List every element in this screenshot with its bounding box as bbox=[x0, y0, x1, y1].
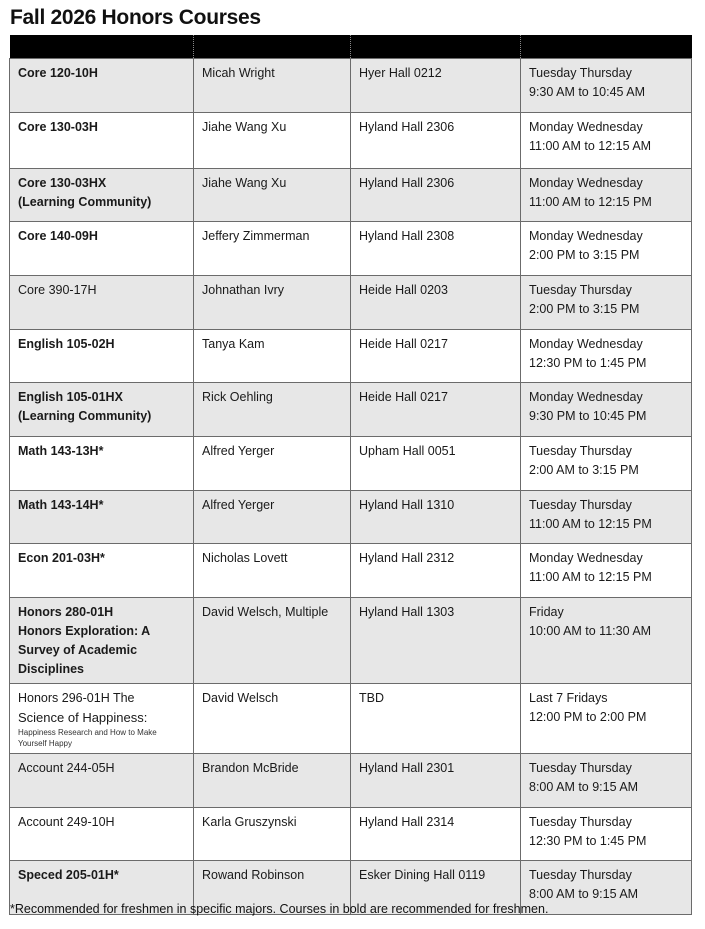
course-code: Core 140-09H bbox=[18, 229, 98, 243]
meeting-days: Monday Wednesday bbox=[529, 176, 643, 190]
meeting-days: Monday Wednesday bbox=[529, 551, 643, 565]
course-code: Math 143-13H* bbox=[18, 444, 104, 458]
location: Heide Hall 0217 bbox=[359, 337, 448, 351]
instructor-cell bbox=[194, 59, 351, 113]
location-cell bbox=[351, 598, 521, 684]
location: Upham Hall 0051 bbox=[359, 444, 456, 458]
schedule-cell bbox=[521, 169, 692, 222]
instructor: Brandon McBride bbox=[202, 761, 299, 775]
schedule-cell bbox=[521, 754, 692, 808]
instructor: Jeffery Zimmerman bbox=[202, 229, 310, 243]
table-header-row bbox=[10, 35, 692, 59]
course-code: Econ 201-03H* bbox=[18, 551, 105, 565]
meeting-time: 9:30 AM to 10:45 AM bbox=[529, 85, 646, 99]
table-row bbox=[10, 113, 692, 169]
table-row bbox=[10, 276, 692, 330]
meeting-time: 9:30 PM to 10:45 PM bbox=[529, 409, 647, 423]
instructor: Micah Wright bbox=[202, 66, 275, 80]
instructor: Nicholas Lovett bbox=[202, 551, 288, 565]
meeting-time: 8:00 AM to 9:15 AM bbox=[529, 780, 639, 794]
course-code: Core 390-17H bbox=[18, 283, 97, 297]
course-code: Core 120-10H bbox=[18, 66, 98, 80]
instructor: Jiahe Wang Xu bbox=[202, 176, 287, 190]
location-cell bbox=[351, 808, 521, 861]
course-title: (Learning Community) bbox=[18, 195, 152, 209]
schedule-cell bbox=[521, 437, 692, 491]
instructor-cell bbox=[194, 598, 351, 684]
course-cell bbox=[10, 113, 194, 169]
location: Esker Dining Hall 0119 bbox=[359, 868, 486, 882]
table-row bbox=[10, 383, 692, 437]
table-row bbox=[10, 544, 692, 598]
instructor-cell bbox=[194, 491, 351, 544]
instructor: Jiahe Wang Xu bbox=[202, 120, 287, 134]
course-code: Core 130-03HX bbox=[18, 176, 107, 190]
location-cell bbox=[351, 330, 521, 383]
meeting-time: 2:00 PM to 3:15 PM bbox=[529, 302, 640, 316]
schedule-cell bbox=[521, 544, 692, 598]
course-cell bbox=[10, 808, 194, 861]
table-row bbox=[10, 598, 692, 684]
location-cell bbox=[351, 544, 521, 598]
table-row bbox=[10, 59, 692, 113]
meeting-time: 2:00 PM to 3:15 PM bbox=[529, 248, 640, 262]
location: Hyland Hall 2306 bbox=[359, 120, 455, 134]
instructor-cell bbox=[194, 754, 351, 808]
course-cell bbox=[10, 437, 194, 491]
meeting-time: 11:00 AM to 12:15 PM bbox=[529, 517, 652, 531]
instructor: David Welsch bbox=[202, 691, 279, 705]
course-subtitle: Happiness Research and How to Make Yourself Happy bbox=[18, 728, 157, 748]
location: Heide Hall 0203 bbox=[359, 283, 448, 297]
meeting-days: Tuesday Thursday bbox=[529, 444, 632, 458]
course-cell bbox=[10, 59, 194, 113]
course-code: Account 244-05H bbox=[18, 761, 115, 775]
instructor-cell bbox=[194, 544, 351, 598]
instructor-cell bbox=[194, 437, 351, 491]
instructor: Tanya Kam bbox=[202, 337, 265, 351]
course-code: Honors 280-01H bbox=[18, 605, 114, 619]
table-row bbox=[10, 808, 692, 861]
meeting-days: Tuesday Thursday bbox=[529, 761, 632, 775]
course-code: Account 249-10H bbox=[18, 815, 115, 829]
location: Heide Hall 0217 bbox=[359, 390, 448, 404]
meeting-time: 12:30 PM to 1:45 PM bbox=[529, 834, 647, 848]
location-cell bbox=[351, 113, 521, 169]
instructor: Karla Gruszynski bbox=[202, 815, 297, 829]
instructor-cell bbox=[194, 276, 351, 330]
schedule-cell bbox=[521, 491, 692, 544]
location: Hyland Hall 2312 bbox=[359, 551, 455, 565]
location: Hyer Hall 0212 bbox=[359, 66, 442, 80]
schedule-cell bbox=[521, 383, 692, 437]
meeting-days: Friday bbox=[529, 605, 564, 619]
course-cell bbox=[10, 169, 194, 222]
course-cell bbox=[10, 222, 194, 276]
location-cell bbox=[351, 383, 521, 437]
course-code: English 105-02H bbox=[18, 337, 115, 351]
location-cell bbox=[351, 169, 521, 222]
table-row bbox=[10, 330, 692, 383]
course-cell bbox=[10, 684, 194, 754]
table-row bbox=[10, 222, 692, 276]
footnote: *Recommended for freshmen in specific majors. Courses in bold are recommended for freshmen. bbox=[10, 902, 549, 916]
location-cell bbox=[351, 491, 521, 544]
instructor-cell bbox=[194, 113, 351, 169]
meeting-time: 2:00 AM to 3:15 PM bbox=[529, 463, 639, 477]
meeting-days: Tuesday Thursday bbox=[529, 815, 632, 829]
location-cell bbox=[351, 276, 521, 330]
table-row bbox=[10, 169, 692, 222]
table-body bbox=[10, 59, 692, 915]
meeting-days: Monday Wednesday bbox=[529, 337, 643, 351]
header-location bbox=[351, 35, 521, 59]
schedule-cell bbox=[521, 276, 692, 330]
courses-table bbox=[9, 35, 692, 915]
meeting-days: Tuesday Thursday bbox=[529, 498, 632, 512]
table-row bbox=[10, 437, 692, 491]
meeting-time: 11:00 AM to 12:15 AM bbox=[529, 139, 652, 153]
meeting-time: 12:30 PM to 1:45 PM bbox=[529, 356, 647, 370]
location-cell bbox=[351, 754, 521, 808]
location-cell bbox=[351, 222, 521, 276]
course-code: Core 130-03H bbox=[18, 120, 98, 134]
meeting-time: 12:00 PM to 2:00 PM bbox=[529, 710, 647, 724]
location-cell bbox=[351, 59, 521, 113]
instructor: Alfred Yerger bbox=[202, 444, 275, 458]
meeting-time: 8:00 AM to 9:15 AM bbox=[529, 887, 639, 901]
table-row bbox=[10, 684, 692, 754]
meeting-days: Monday Wednesday bbox=[529, 390, 643, 404]
course-code: Speced 205-01H* bbox=[18, 868, 119, 882]
meeting-days: Last 7 Fridays bbox=[529, 691, 608, 705]
meeting-days: Monday Wednesday bbox=[529, 229, 643, 243]
location: Hyland Hall 2306 bbox=[359, 176, 455, 190]
location-cell bbox=[351, 684, 521, 754]
schedule-cell bbox=[521, 222, 692, 276]
meeting-days: Tuesday Thursday bbox=[529, 868, 632, 882]
schedule-cell bbox=[521, 59, 692, 113]
page-title: Fall 2026 Honors Courses bbox=[10, 6, 261, 29]
instructor-cell bbox=[194, 808, 351, 861]
meeting-days: Tuesday Thursday bbox=[529, 66, 632, 80]
header-schedule bbox=[521, 35, 692, 59]
instructor-cell bbox=[194, 330, 351, 383]
location: Hyland Hall 1303 bbox=[359, 605, 455, 619]
instructor: David Welsch, Multiple bbox=[202, 605, 329, 619]
location: Hyland Hall 2301 bbox=[359, 761, 455, 775]
course-code: Math 143-14H* bbox=[18, 498, 104, 512]
schedule-cell bbox=[521, 113, 692, 169]
location: TBD bbox=[359, 691, 384, 705]
location: Hyland Hall 2314 bbox=[359, 815, 455, 829]
location: Hyland Hall 2308 bbox=[359, 229, 455, 243]
course-code: English 105-01HX bbox=[18, 390, 123, 404]
course-title: Science of Happiness: bbox=[18, 710, 148, 725]
instructor: Johnathan Ivry bbox=[202, 283, 284, 297]
course-title: Honors Exploration: A Survey of Academic Disciplines bbox=[18, 624, 150, 676]
instructor-cell bbox=[194, 169, 351, 222]
meeting-days: Tuesday Thursday bbox=[529, 283, 632, 297]
location: Hyland Hall 1310 bbox=[359, 498, 455, 512]
header-course bbox=[10, 35, 194, 59]
instructor-cell bbox=[194, 222, 351, 276]
schedule-cell bbox=[521, 598, 692, 684]
table-row bbox=[10, 491, 692, 544]
course-cell bbox=[10, 754, 194, 808]
schedule-cell bbox=[521, 684, 692, 754]
course-cell bbox=[10, 544, 194, 598]
meeting-time: 11:00 AM to 12:15 PM bbox=[529, 570, 652, 584]
course-title: (Learning Community) bbox=[18, 409, 152, 423]
course-cell bbox=[10, 276, 194, 330]
schedule-cell bbox=[521, 808, 692, 861]
instructor: Rick Oehling bbox=[202, 390, 273, 404]
header-instructor bbox=[194, 35, 351, 59]
meeting-time: 11:00 AM to 12:15 PM bbox=[529, 195, 652, 209]
instructor-cell bbox=[194, 383, 351, 437]
course-cell bbox=[10, 491, 194, 544]
course-code: Honors 296-01H The bbox=[18, 691, 135, 705]
meeting-time: 10:00 AM to 11:30 AM bbox=[529, 624, 652, 638]
instructor-cell bbox=[194, 684, 351, 754]
schedule-cell bbox=[521, 330, 692, 383]
meeting-days: Monday Wednesday bbox=[529, 120, 643, 134]
course-cell bbox=[10, 383, 194, 437]
instructor: Rowand Robinson bbox=[202, 868, 305, 882]
location-cell bbox=[351, 437, 521, 491]
course-cell bbox=[10, 598, 194, 684]
course-cell bbox=[10, 330, 194, 383]
table-row bbox=[10, 754, 692, 808]
instructor: Alfred Yerger bbox=[202, 498, 275, 512]
